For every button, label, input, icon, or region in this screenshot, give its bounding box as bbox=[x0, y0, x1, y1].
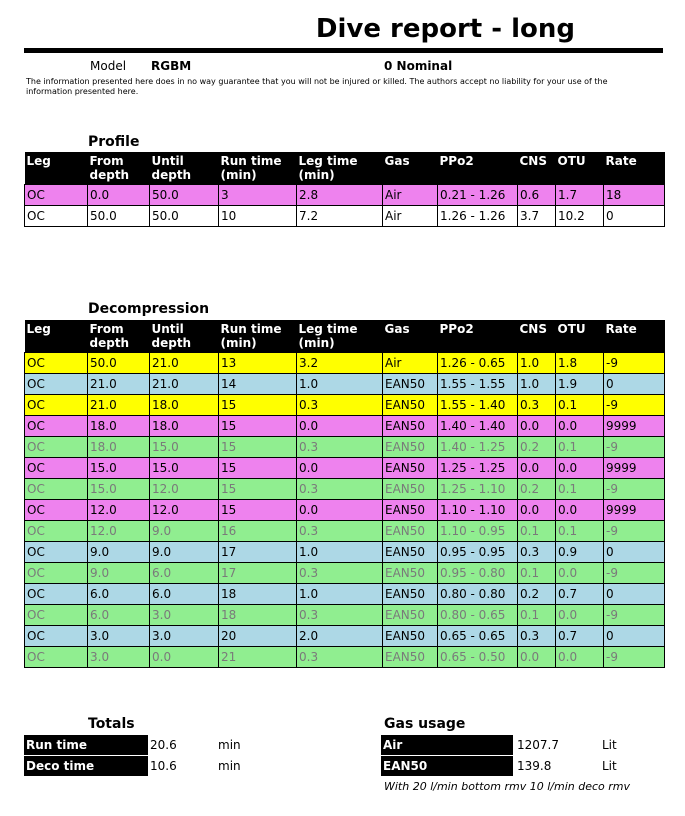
cell-from-depth: 0.0 bbox=[88, 185, 150, 206]
cell-gas: Air bbox=[383, 185, 438, 206]
cell-leg: OC bbox=[25, 584, 88, 605]
table-row bbox=[25, 647, 665, 668]
cell-run-time: 15 bbox=[219, 416, 297, 437]
table-row bbox=[25, 437, 665, 458]
cell-run-time: 18 bbox=[219, 605, 297, 626]
table-row bbox=[25, 500, 665, 521]
cell-otu: 0.0 bbox=[556, 458, 604, 479]
table-row bbox=[25, 416, 665, 437]
cell-from-depth: 12.0 bbox=[88, 500, 150, 521]
cell-otu: 1.7 bbox=[556, 185, 604, 206]
cell-gas: Air bbox=[383, 206, 438, 227]
cell-ppo2: 0.80 - 0.80 bbox=[438, 584, 518, 605]
cell-gas: EAN50 bbox=[383, 563, 438, 584]
decompression-header-rate: Rate bbox=[604, 320, 665, 353]
cell-otu: 0.9 bbox=[556, 542, 604, 563]
profile-header-otu: OTU bbox=[556, 152, 604, 185]
cell-gas: EAN50 bbox=[383, 500, 438, 521]
profile-header-row bbox=[25, 152, 665, 185]
cell-otu: 1.9 bbox=[556, 374, 604, 395]
cell-leg-time: 1.0 bbox=[297, 374, 383, 395]
cell-rate: -9 bbox=[604, 605, 665, 626]
cell-ppo2: 0.65 - 0.65 bbox=[438, 626, 518, 647]
cell-ppo2: 1.40 - 1.40 bbox=[438, 416, 518, 437]
cell-from-depth: 3.0 bbox=[88, 626, 150, 647]
table-row bbox=[25, 542, 665, 563]
table-row bbox=[25, 626, 665, 647]
cell-leg-time: 0.3 bbox=[297, 437, 383, 458]
cell-until-depth: 3.0 bbox=[150, 626, 219, 647]
cell-leg-time: 0.3 bbox=[297, 605, 383, 626]
cell-from-depth: 15.0 bbox=[88, 458, 150, 479]
cell-leg: OC bbox=[25, 626, 88, 647]
cell-until-depth: 6.0 bbox=[150, 563, 219, 584]
profile-header-run-time: Run time (min) bbox=[219, 152, 297, 185]
cell-from-depth: 6.0 bbox=[88, 584, 150, 605]
cell-leg: OC bbox=[25, 395, 88, 416]
cell-gas: EAN50 bbox=[383, 416, 438, 437]
cell-cns: 0.1 bbox=[518, 521, 556, 542]
gas-air-unit: Lit bbox=[602, 738, 617, 752]
profile-header-ppo2: PPo2 bbox=[438, 152, 518, 185]
gas-ean50-value: 139.8 bbox=[517, 759, 552, 773]
disclaimer-text: The information presented here does in no way guarantee that you will not be injured or killed. The authors accept no liability for your use of the information presented here. bbox=[26, 77, 608, 96]
cell-leg-time: 0.3 bbox=[297, 647, 383, 668]
cell-gas: EAN50 bbox=[383, 626, 438, 647]
gas-air-label: Air bbox=[381, 735, 513, 755]
cell-from-depth: 9.0 bbox=[88, 542, 150, 563]
cell-from-depth: 50.0 bbox=[88, 206, 150, 227]
cell-gas: EAN50 bbox=[383, 542, 438, 563]
cell-run-time: 3 bbox=[219, 185, 297, 206]
cell-rate: 0 bbox=[604, 626, 665, 647]
cell-rate: -9 bbox=[604, 563, 665, 584]
cell-rate: 0 bbox=[604, 542, 665, 563]
report-title: Dive report - long bbox=[315, 14, 575, 44]
cell-run-time: 14 bbox=[219, 374, 297, 395]
cell-leg: OC bbox=[25, 416, 88, 437]
decompression-header-row bbox=[25, 320, 665, 353]
cell-rate: 9999 bbox=[604, 500, 665, 521]
cell-gas: EAN50 bbox=[383, 647, 438, 668]
cell-ppo2: 1.40 - 1.25 bbox=[438, 437, 518, 458]
cell-leg: OC bbox=[25, 479, 88, 500]
cell-run-time: 15 bbox=[219, 395, 297, 416]
deco-time-label: Deco time bbox=[24, 756, 148, 776]
cell-until-depth: 21.0 bbox=[150, 353, 219, 374]
cell-until-depth: 9.0 bbox=[150, 521, 219, 542]
decompression-header-until-depth: Until depth bbox=[150, 320, 219, 353]
profile-table bbox=[24, 152, 665, 227]
cell-until-depth: 15.0 bbox=[150, 458, 219, 479]
cell-from-depth: 3.0 bbox=[88, 647, 150, 668]
decompression-header-gas: Gas bbox=[383, 320, 438, 353]
cell-run-time: 21 bbox=[219, 647, 297, 668]
table-row bbox=[25, 185, 665, 206]
profile-header-rate: Rate bbox=[604, 152, 665, 185]
table-row bbox=[25, 563, 665, 584]
cell-gas: Air bbox=[383, 353, 438, 374]
gas-ean50-label: EAN50 bbox=[381, 756, 513, 776]
cell-leg: OC bbox=[25, 500, 88, 521]
gas-usage-title: Gas usage bbox=[384, 716, 466, 732]
model-value: RGBM bbox=[151, 59, 192, 73]
cell-gas: EAN50 bbox=[383, 437, 438, 458]
cell-cns: 0.0 bbox=[518, 458, 556, 479]
cell-leg: OC bbox=[25, 542, 88, 563]
cell-leg-time: 0.3 bbox=[297, 563, 383, 584]
profile-header-cns: CNS bbox=[518, 152, 556, 185]
cell-until-depth: 50.0 bbox=[150, 206, 219, 227]
cell-run-time: 15 bbox=[219, 500, 297, 521]
cell-leg-time: 2.0 bbox=[297, 626, 383, 647]
cell-run-time: 15 bbox=[219, 437, 297, 458]
cell-cns: 0.2 bbox=[518, 437, 556, 458]
cell-rate: -9 bbox=[604, 437, 665, 458]
cell-rate: -9 bbox=[604, 353, 665, 374]
cell-otu: 0.1 bbox=[556, 395, 604, 416]
cell-cns: 3.7 bbox=[518, 206, 556, 227]
cell-from-depth: 18.0 bbox=[88, 437, 150, 458]
table-row bbox=[25, 395, 665, 416]
decompression-table bbox=[24, 320, 665, 668]
cell-gas: EAN50 bbox=[383, 479, 438, 500]
table-row bbox=[25, 605, 665, 626]
decompression-header-cns: CNS bbox=[518, 320, 556, 353]
nominal-label: 0 Nominal bbox=[384, 59, 453, 73]
cell-leg: OC bbox=[25, 206, 88, 227]
cell-leg-time: 3.2 bbox=[297, 353, 383, 374]
cell-leg-time: 0.0 bbox=[297, 458, 383, 479]
cell-from-depth: 6.0 bbox=[88, 605, 150, 626]
cell-otu: 0.1 bbox=[556, 521, 604, 542]
cell-run-time: 10 bbox=[219, 206, 297, 227]
cell-gas: EAN50 bbox=[383, 521, 438, 542]
cell-ppo2: 0.21 - 1.26 bbox=[438, 185, 518, 206]
gas-air-value: 1207.7 bbox=[517, 738, 559, 752]
cell-leg-time: 1.0 bbox=[297, 584, 383, 605]
profile-section-title: Profile bbox=[88, 134, 140, 150]
cell-gas: EAN50 bbox=[383, 458, 438, 479]
cell-leg: OC bbox=[25, 521, 88, 542]
cell-until-depth: 12.0 bbox=[150, 479, 219, 500]
cell-leg: OC bbox=[25, 647, 88, 668]
cell-otu: 0.0 bbox=[556, 500, 604, 521]
cell-until-depth: 3.0 bbox=[150, 605, 219, 626]
decompression-header-otu: OTU bbox=[556, 320, 604, 353]
cell-from-depth: 21.0 bbox=[88, 374, 150, 395]
run-time-unit: min bbox=[218, 738, 241, 752]
cell-until-depth: 50.0 bbox=[150, 185, 219, 206]
cell-cns: 0.0 bbox=[518, 500, 556, 521]
cell-leg: OC bbox=[25, 458, 88, 479]
cell-rate: 9999 bbox=[604, 458, 665, 479]
deco-time-unit: min bbox=[218, 759, 241, 773]
cell-otu: 0.0 bbox=[556, 563, 604, 584]
cell-leg-time: 0.0 bbox=[297, 416, 383, 437]
cell-otu: 0.1 bbox=[556, 479, 604, 500]
cell-from-depth: 50.0 bbox=[88, 353, 150, 374]
table-row bbox=[25, 479, 665, 500]
cell-leg-time: 0.3 bbox=[297, 395, 383, 416]
decompression-header-leg-time: Leg time (min) bbox=[297, 320, 383, 353]
profile-header-leg: Leg bbox=[25, 152, 88, 185]
cell-leg: OC bbox=[25, 353, 88, 374]
cell-cns: 0.0 bbox=[518, 647, 556, 668]
cell-rate: 0 bbox=[604, 206, 665, 227]
cell-run-time: 17 bbox=[219, 542, 297, 563]
cell-leg: OC bbox=[25, 185, 88, 206]
gas-ean50-unit: Lit bbox=[602, 759, 617, 773]
run-time-value: 20.6 bbox=[150, 738, 177, 752]
cell-rate: 18 bbox=[604, 185, 665, 206]
cell-gas: EAN50 bbox=[383, 584, 438, 605]
table-row bbox=[25, 353, 665, 374]
cell-cns: 0.3 bbox=[518, 626, 556, 647]
cell-ppo2: 1.26 - 1.26 bbox=[438, 206, 518, 227]
cell-leg-time: 0.3 bbox=[297, 521, 383, 542]
cell-until-depth: 18.0 bbox=[150, 416, 219, 437]
cell-rate: 0 bbox=[604, 374, 665, 395]
cell-leg: OC bbox=[25, 605, 88, 626]
cell-ppo2: 0.95 - 0.95 bbox=[438, 542, 518, 563]
cell-from-depth: 15.0 bbox=[88, 479, 150, 500]
decompression-header-ppo2: PPo2 bbox=[438, 320, 518, 353]
cell-cns: 0.1 bbox=[518, 605, 556, 626]
cell-otu: 0.7 bbox=[556, 584, 604, 605]
cell-rate: -9 bbox=[604, 479, 665, 500]
cell-run-time: 17 bbox=[219, 563, 297, 584]
cell-until-depth: 9.0 bbox=[150, 542, 219, 563]
cell-gas: EAN50 bbox=[383, 605, 438, 626]
profile-header-leg-time: Leg time (min) bbox=[297, 152, 383, 185]
table-row bbox=[25, 206, 665, 227]
cell-otu: 10.2 bbox=[556, 206, 604, 227]
cell-from-depth: 12.0 bbox=[88, 521, 150, 542]
cell-run-time: 15 bbox=[219, 458, 297, 479]
decompression-header-run-time: Run time (min) bbox=[219, 320, 297, 353]
cell-cns: 0.1 bbox=[518, 563, 556, 584]
profile-header-gas: Gas bbox=[383, 152, 438, 185]
cell-rate: -9 bbox=[604, 521, 665, 542]
cell-ppo2: 1.10 - 1.10 bbox=[438, 500, 518, 521]
cell-run-time: 15 bbox=[219, 479, 297, 500]
cell-otu: 1.8 bbox=[556, 353, 604, 374]
cell-ppo2: 1.10 - 0.95 bbox=[438, 521, 518, 542]
cell-cns: 0.6 bbox=[518, 185, 556, 206]
cell-cns: 1.0 bbox=[518, 374, 556, 395]
cell-rate: 0 bbox=[604, 584, 665, 605]
decompression-header-leg: Leg bbox=[25, 320, 88, 353]
totals-title: Totals bbox=[88, 716, 135, 732]
cell-leg: OC bbox=[25, 374, 88, 395]
cell-rate: -9 bbox=[604, 395, 665, 416]
cell-from-depth: 21.0 bbox=[88, 395, 150, 416]
cell-otu: 0.7 bbox=[556, 626, 604, 647]
cell-gas: EAN50 bbox=[383, 395, 438, 416]
cell-ppo2: 1.55 - 1.55 bbox=[438, 374, 518, 395]
cell-ppo2: 1.25 - 1.10 bbox=[438, 479, 518, 500]
cell-until-depth: 6.0 bbox=[150, 584, 219, 605]
cell-until-depth: 15.0 bbox=[150, 437, 219, 458]
cell-cns: 1.0 bbox=[518, 353, 556, 374]
cell-cns: 0.2 bbox=[518, 584, 556, 605]
table-row bbox=[25, 374, 665, 395]
profile-header-from-depth: From depth bbox=[88, 152, 150, 185]
table-row bbox=[25, 458, 665, 479]
table-row bbox=[25, 584, 665, 605]
cell-until-depth: 18.0 bbox=[150, 395, 219, 416]
decompression-header-from-depth: From depth bbox=[88, 320, 150, 353]
model-label: Model bbox=[90, 59, 127, 73]
cell-cns: 0.2 bbox=[518, 479, 556, 500]
cell-run-time: 18 bbox=[219, 584, 297, 605]
cell-otu: 0.0 bbox=[556, 647, 604, 668]
cell-ppo2: 0.95 - 0.80 bbox=[438, 563, 518, 584]
cell-from-depth: 9.0 bbox=[88, 563, 150, 584]
cell-ppo2: 0.80 - 0.65 bbox=[438, 605, 518, 626]
cell-ppo2: 0.65 - 0.50 bbox=[438, 647, 518, 668]
cell-until-depth: 21.0 bbox=[150, 374, 219, 395]
cell-rate: -9 bbox=[604, 647, 665, 668]
cell-otu: 0.0 bbox=[556, 605, 604, 626]
cell-cns: 0.0 bbox=[518, 416, 556, 437]
cell-ppo2: 1.55 - 1.40 bbox=[438, 395, 518, 416]
cell-until-depth: 12.0 bbox=[150, 500, 219, 521]
cell-rate: 9999 bbox=[604, 416, 665, 437]
decompression-section-title: Decompression bbox=[88, 301, 210, 317]
cell-leg-time: 0.0 bbox=[297, 500, 383, 521]
cell-run-time: 16 bbox=[219, 521, 297, 542]
cell-ppo2: 1.26 - 0.65 bbox=[438, 353, 518, 374]
cell-leg-time: 7.2 bbox=[297, 206, 383, 227]
cell-otu: 0.1 bbox=[556, 437, 604, 458]
table-row bbox=[25, 521, 665, 542]
cell-leg-time: 0.3 bbox=[297, 479, 383, 500]
cell-cns: 0.3 bbox=[518, 395, 556, 416]
cell-until-depth: 0.0 bbox=[150, 647, 219, 668]
cell-leg-time: 1.0 bbox=[297, 542, 383, 563]
cell-leg: OC bbox=[25, 563, 88, 584]
gas-usage-note: With 20 l/min bottom rmv 10 l/min deco rmv bbox=[384, 780, 631, 793]
cell-gas: EAN50 bbox=[383, 374, 438, 395]
cell-leg: OC bbox=[25, 437, 88, 458]
cell-from-depth: 18.0 bbox=[88, 416, 150, 437]
deco-time-value: 10.6 bbox=[150, 759, 177, 773]
cell-run-time: 20 bbox=[219, 626, 297, 647]
cell-cns: 0.3 bbox=[518, 542, 556, 563]
cell-otu: 0.0 bbox=[556, 416, 604, 437]
cell-run-time: 13 bbox=[219, 353, 297, 374]
run-time-label: Run time bbox=[24, 735, 148, 755]
title-rule bbox=[24, 48, 663, 53]
cell-ppo2: 1.25 - 1.25 bbox=[438, 458, 518, 479]
profile-header-until-depth: Until depth bbox=[150, 152, 219, 185]
cell-leg-time: 2.8 bbox=[297, 185, 383, 206]
